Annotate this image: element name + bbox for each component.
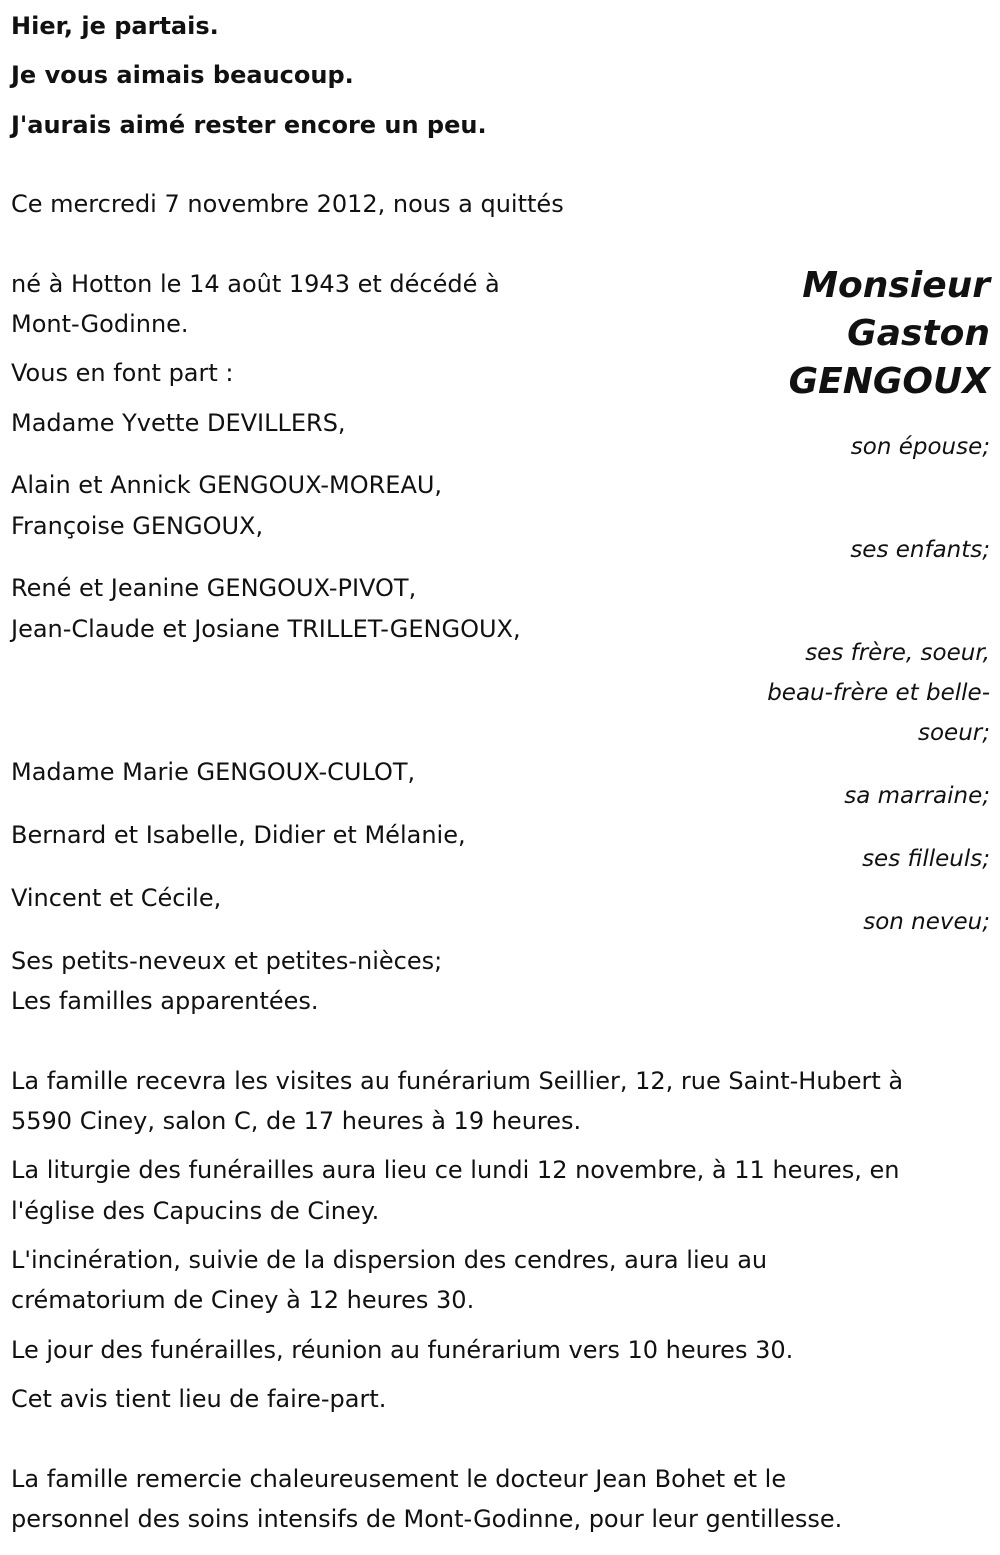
- relation-siblings-2: beau-frère et belle-: [767, 680, 990, 706]
- family-names-nephew: Vincent et Cécile,: [11, 884, 222, 912]
- deceased-last-name: GENGOUX: [788, 361, 990, 402]
- family-names-godmother: Madame Marie GENGOUX-CULOT,: [11, 758, 416, 786]
- arrangement-cremation-2: crématorium de Ciney à 12 heures 30.: [11, 1286, 475, 1314]
- poem-line-3: J'aurais aimé rester encore un peu.: [11, 111, 487, 139]
- relation-siblings-3: soeur;: [918, 720, 990, 746]
- deceased-first-name: Gaston: [847, 313, 990, 354]
- family-names-spouse: Madame Yvette DEVILLERS,: [11, 409, 346, 437]
- arrangement-liturgy-1: La liturgie des funérailles aura lieu ce lundi 12 novembre, à 11 heures, en: [11, 1156, 900, 1184]
- thanks-line-1: La famille remercie chaleureusement le docteur Jean Bohet et le: [11, 1465, 787, 1493]
- relation-godmother: sa marraine;: [844, 783, 990, 809]
- arrangement-cremation-1: L'incinération, suivie de la dispersion des cendres, aura lieu au: [11, 1246, 768, 1274]
- thanks-line-2: personnel des soins intensifs de Mont-Godinne, pour leur gentillesse.: [11, 1505, 843, 1533]
- relation-godchildren: ses filleuls;: [862, 846, 990, 872]
- relation-siblings-1: ses frère, soeur,: [805, 640, 990, 666]
- relation-children: ses enfants;: [850, 537, 990, 563]
- birth-death-line-2: Mont-Godinne.: [11, 310, 189, 338]
- birth-death-line-1: né à Hotton le 14 août 1943 et décédé à: [11, 270, 500, 298]
- announcers-intro: Vous en font part :: [11, 359, 234, 387]
- family-names-children-1: Alain et Annick GENGOUX-MOREAU,: [11, 471, 443, 499]
- extended-family-line-1: Ses petits-neveux et petites-nièces;: [11, 947, 443, 975]
- intro-text: Ce mercredi 7 novembre 2012, nous a quittés: [11, 190, 564, 218]
- arrangement-visits-1: La famille recevra les visites au funérarium Seillier, 12, rue Saint-Hubert à: [11, 1067, 904, 1095]
- arrangement-notice: Cet avis tient lieu de faire-part.: [11, 1385, 387, 1413]
- family-names-godchildren: Bernard et Isabelle, Didier et Mélanie,: [11, 821, 466, 849]
- family-names-siblings-2: Jean-Claude et Josiane TRILLET-GENGOUX,: [11, 615, 521, 643]
- family-names-siblings-1: René et Jeanine GENGOUX-PIVOT,: [11, 574, 417, 602]
- deceased-title: Monsieur: [802, 265, 990, 306]
- poem-line-2: Je vous aimais beaucoup.: [11, 61, 354, 89]
- relation-nephew: son neveu;: [863, 909, 990, 935]
- family-names-children-2: Françoise GENGOUX,: [11, 512, 264, 540]
- arrangement-meeting: Le jour des funérailles, réunion au funérarium vers 10 heures 30.: [11, 1336, 794, 1364]
- relation-spouse: son épouse;: [850, 434, 990, 460]
- extended-family-line-2: Les familles apparentées.: [11, 987, 319, 1015]
- arrangement-liturgy-2: l'église des Capucins de Ciney.: [11, 1197, 380, 1225]
- arrangement-visits-2: 5590 Ciney, salon C, de 17 heures à 19 heures.: [11, 1107, 582, 1135]
- poem-line-1: Hier, je partais.: [11, 12, 219, 40]
